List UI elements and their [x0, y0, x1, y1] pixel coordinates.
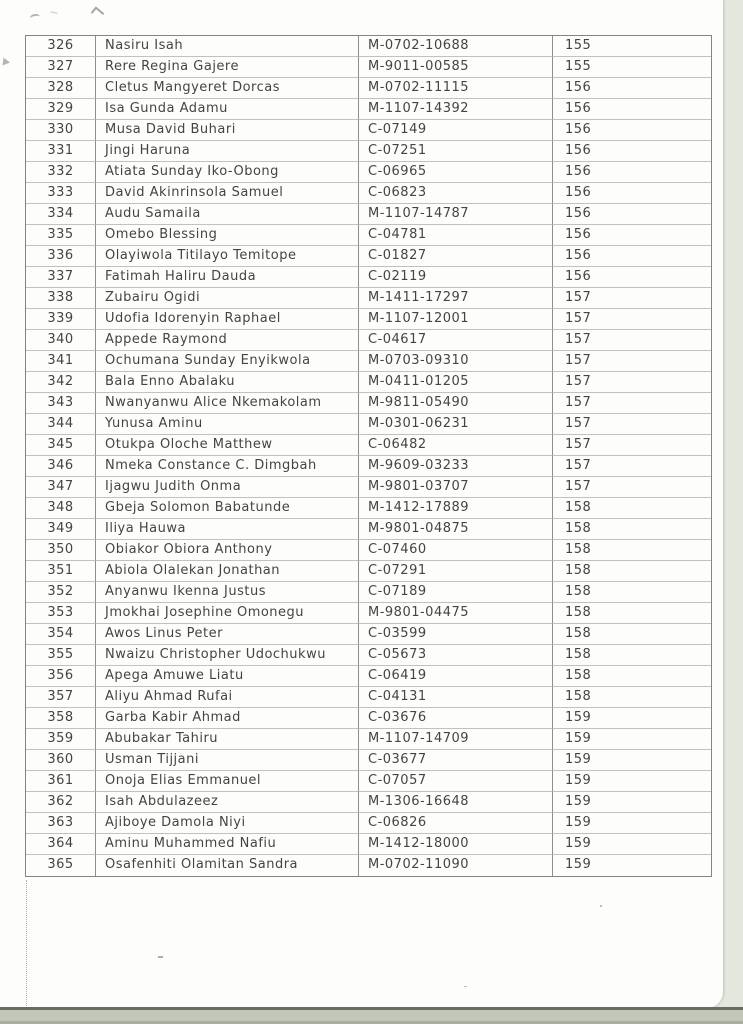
row-code-cell: C-07189 — [359, 582, 553, 603]
row-num-cell: 159 — [553, 834, 711, 855]
row-name-cell: Obiakor Obiora Anthony — [96, 540, 359, 561]
row-num-cell: 157 — [553, 351, 711, 372]
row-code-cell: M-0702-11090 — [359, 855, 553, 876]
row-no-cell: 352 — [26, 582, 96, 603]
row-num-cell: 156 — [553, 162, 711, 183]
row-name-cell: Aminu Muhammed Nafiu — [96, 834, 359, 855]
table-row — [26, 435, 711, 456]
row-num-cell: 156 — [553, 78, 711, 99]
row-code-cell: M-9811-05490 — [359, 393, 553, 414]
row-no-cell: 349 — [26, 519, 96, 540]
row-code-cell: C-06826 — [359, 813, 553, 834]
row-no-cell: 357 — [26, 687, 96, 708]
row-name-cell: Iliya Hauwa — [96, 519, 359, 540]
row-no-cell: 355 — [26, 645, 96, 666]
row-no-cell: 332 — [26, 162, 96, 183]
table-row — [26, 561, 711, 582]
row-no-cell: 341 — [26, 351, 96, 372]
table-row — [26, 582, 711, 603]
table-row — [26, 162, 711, 183]
table-row — [26, 393, 711, 414]
row-no-cell: 344 — [26, 414, 96, 435]
row-name-cell: Aliyu Ahmad Rufai — [96, 687, 359, 708]
row-num-cell: 158 — [553, 561, 711, 582]
row-num-cell: 156 — [553, 225, 711, 246]
table-row — [26, 603, 711, 624]
row-code-cell: C-05673 — [359, 645, 553, 666]
table-row — [26, 519, 711, 540]
row-name-cell: Audu Samaila — [96, 204, 359, 225]
scan-speck — [600, 905, 602, 907]
row-code-cell: C-04617 — [359, 330, 553, 351]
table-row — [26, 750, 711, 771]
roster-table — [25, 35, 712, 877]
scan-speck — [464, 986, 467, 987]
table-row — [26, 498, 711, 519]
row-no-cell: 333 — [26, 183, 96, 204]
row-code-cell: C-04131 — [359, 687, 553, 708]
table-row — [26, 645, 711, 666]
row-no-cell: 338 — [26, 288, 96, 309]
row-no-cell: 335 — [26, 225, 96, 246]
row-code-cell: M-9011-00585 — [359, 57, 553, 78]
row-code-cell: C-06419 — [359, 666, 553, 687]
row-num-cell: 158 — [553, 603, 711, 624]
row-code-cell: M-1107-14787 — [359, 204, 553, 225]
table-row — [26, 456, 711, 477]
row-name-cell: Nwaizu Christopher Udochukwu — [96, 645, 359, 666]
row-num-cell: 158 — [553, 666, 711, 687]
row-num-cell: 156 — [553, 183, 711, 204]
row-num-cell: 156 — [553, 246, 711, 267]
row-code-cell: M-1306-16648 — [359, 792, 553, 813]
row-num-cell: 157 — [553, 414, 711, 435]
row-num-cell: 158 — [553, 687, 711, 708]
row-num-cell: 158 — [553, 540, 711, 561]
row-code-cell: M-1411-17297 — [359, 288, 553, 309]
row-name-cell: Anyanwu Ikenna Justus — [96, 582, 359, 603]
row-code-cell: C-06482 — [359, 435, 553, 456]
row-num-cell: 159 — [553, 813, 711, 834]
table-row — [26, 141, 711, 162]
row-code-cell: M-1107-12001 — [359, 309, 553, 330]
row-code-cell: M-9801-04875 — [359, 519, 553, 540]
row-num-cell: 157 — [553, 477, 711, 498]
row-num-cell: 155 — [553, 36, 711, 57]
table-row — [26, 666, 711, 687]
row-code-cell: M-9801-04475 — [359, 603, 553, 624]
row-num-cell: 159 — [553, 729, 711, 750]
row-name-cell: Onoja Elias Emmanuel — [96, 771, 359, 792]
margin-arrow-mark — [2, 58, 10, 67]
row-no-cell: 328 — [26, 78, 96, 99]
row-num-cell: 156 — [553, 141, 711, 162]
table-row — [26, 414, 711, 435]
row-name-cell: Zubairu Ogidi — [96, 288, 359, 309]
row-num-cell: 158 — [553, 582, 711, 603]
table-row — [26, 813, 711, 834]
table-row — [26, 540, 711, 561]
row-code-cell: C-03676 — [359, 708, 553, 729]
row-name-cell: Nwanyanwu Alice Nkemakolam — [96, 393, 359, 414]
row-name-cell: Rere Regina Gajere — [96, 57, 359, 78]
row-no-cell: 348 — [26, 498, 96, 519]
row-code-cell: C-01827 — [359, 246, 553, 267]
row-no-cell: 337 — [26, 267, 96, 288]
row-name-cell: Garba Kabir Ahmad — [96, 708, 359, 729]
row-no-cell: 350 — [26, 540, 96, 561]
row-code-cell: M-1107-14709 — [359, 729, 553, 750]
row-code-cell: M-9801-03707 — [359, 477, 553, 498]
row-no-cell: 358 — [26, 708, 96, 729]
table-row — [26, 372, 711, 393]
row-num-cell: 157 — [553, 309, 711, 330]
row-no-cell: 364 — [26, 834, 96, 855]
row-no-cell: 336 — [26, 246, 96, 267]
row-name-cell: Fatimah Haliru Dauda — [96, 267, 359, 288]
row-num-cell: 157 — [553, 435, 711, 456]
row-code-cell: M-9609-03233 — [359, 456, 553, 477]
row-name-cell: Isa Gunda Adamu — [96, 99, 359, 120]
row-no-cell: 345 — [26, 435, 96, 456]
table-row — [26, 246, 711, 267]
row-name-cell: Ochumana Sunday Enyikwola — [96, 351, 359, 372]
row-num-cell: 157 — [553, 288, 711, 309]
scan-speck — [158, 956, 163, 958]
table-row — [26, 834, 711, 855]
row-num-cell: 158 — [553, 498, 711, 519]
row-code-cell: C-07057 — [359, 771, 553, 792]
row-code-cell: M-0703-09310 — [359, 351, 553, 372]
row-name-cell: Nasiru Isah — [96, 36, 359, 57]
row-num-cell: 159 — [553, 750, 711, 771]
table-row — [26, 99, 711, 120]
table-row — [26, 225, 711, 246]
row-num-cell: 157 — [553, 330, 711, 351]
row-num-cell: 157 — [553, 393, 711, 414]
row-code-cell: C-03677 — [359, 750, 553, 771]
row-no-cell: 342 — [26, 372, 96, 393]
row-no-cell: 354 — [26, 624, 96, 645]
row-code-cell: C-06823 — [359, 183, 553, 204]
row-name-cell: Gbeja Solomon Babatunde — [96, 498, 359, 519]
row-no-cell: 362 — [26, 792, 96, 813]
row-name-cell: Usman Tijjani — [96, 750, 359, 771]
table-row — [26, 267, 711, 288]
table-row — [26, 57, 711, 78]
row-no-cell: 353 — [26, 603, 96, 624]
row-no-cell: 329 — [26, 99, 96, 120]
scan-dotted-line — [26, 880, 28, 1006]
row-num-cell: 158 — [553, 519, 711, 540]
table-row — [26, 855, 711, 876]
row-name-cell: Jmokhai Josephine Omonegu — [96, 603, 359, 624]
row-num-cell: 156 — [553, 267, 711, 288]
row-name-cell: Bala Enno Abalaku — [96, 372, 359, 393]
row-name-cell: Otukpa Oloche Matthew — [96, 435, 359, 456]
row-no-cell: 365 — [26, 855, 96, 876]
row-num-cell: 157 — [553, 456, 711, 477]
row-code-cell: M-1107-14392 — [359, 99, 553, 120]
table-row — [26, 708, 711, 729]
row-no-cell: 361 — [26, 771, 96, 792]
row-name-cell: Jingi Haruna — [96, 141, 359, 162]
row-code-cell: C-06965 — [359, 162, 553, 183]
row-code-cell: M-0702-10688 — [359, 36, 553, 57]
row-name-cell: Musa David Buhari — [96, 120, 359, 141]
row-no-cell: 327 — [26, 57, 96, 78]
row-name-cell: Osafenhiti Olamitan Sandra — [96, 855, 359, 876]
row-name-cell: David Akinrinsola Samuel — [96, 183, 359, 204]
row-code-cell: M-1412-18000 — [359, 834, 553, 855]
row-name-cell: Apega Amuwe Liatu — [96, 666, 359, 687]
row-name-cell: Ajiboye Damola Niyi — [96, 813, 359, 834]
row-num-cell: 159 — [553, 708, 711, 729]
row-name-cell: Isah Abdulazeez — [96, 792, 359, 813]
row-name-cell: Appede Raymond — [96, 330, 359, 351]
row-no-cell: 340 — [26, 330, 96, 351]
row-no-cell: 331 — [26, 141, 96, 162]
row-code-cell: C-03599 — [359, 624, 553, 645]
row-code-cell: M-0702-11115 — [359, 78, 553, 99]
row-name-cell: Ijagwu Judith Onma — [96, 477, 359, 498]
table-row — [26, 36, 711, 57]
row-code-cell: C-02119 — [359, 267, 553, 288]
row-name-cell: Awos Linus Peter — [96, 624, 359, 645]
table-row — [26, 351, 711, 372]
row-no-cell: 347 — [26, 477, 96, 498]
row-no-cell: 343 — [26, 393, 96, 414]
table-row — [26, 78, 711, 99]
row-name-cell: Omebo Blessing — [96, 225, 359, 246]
row-code-cell: C-07460 — [359, 540, 553, 561]
row-num-cell: 158 — [553, 624, 711, 645]
row-name-cell: Udofia Idorenyin Raphael — [96, 309, 359, 330]
row-no-cell: 363 — [26, 813, 96, 834]
row-name-cell: Atiata Sunday Iko-Obong — [96, 162, 359, 183]
row-name-cell: Olayiwola Titilayo Temitope — [96, 246, 359, 267]
table-row — [26, 792, 711, 813]
row-code-cell: M-0411-01205 — [359, 372, 553, 393]
table-row — [26, 309, 711, 330]
row-no-cell: 351 — [26, 561, 96, 582]
table-row — [26, 120, 711, 141]
row-code-cell: C-04781 — [359, 225, 553, 246]
row-name-cell: Abiola Olalekan Jonathan — [96, 561, 359, 582]
table-row — [26, 330, 711, 351]
row-num-cell: 157 — [553, 372, 711, 393]
row-code-cell: M-1412-17889 — [359, 498, 553, 519]
row-code-cell: C-07251 — [359, 141, 553, 162]
row-code-cell: M-0301-06231 — [359, 414, 553, 435]
row-no-cell: 346 — [26, 456, 96, 477]
row-code-cell: C-07149 — [359, 120, 553, 141]
row-no-cell: 326 — [26, 36, 96, 57]
row-no-cell: 360 — [26, 750, 96, 771]
row-name-cell: Abubakar Tahiru — [96, 729, 359, 750]
table-row — [26, 183, 711, 204]
table-row — [26, 729, 711, 750]
table-row — [26, 687, 711, 708]
row-num-cell: 156 — [553, 120, 711, 141]
row-num-cell: 159 — [553, 771, 711, 792]
row-no-cell: 356 — [26, 666, 96, 687]
row-num-cell: 155 — [553, 57, 711, 78]
row-num-cell: 159 — [553, 792, 711, 813]
table-row — [26, 624, 711, 645]
row-name-cell: Yunusa Aminu — [96, 414, 359, 435]
row-no-cell: 359 — [26, 729, 96, 750]
row-no-cell: 339 — [26, 309, 96, 330]
row-no-cell: 330 — [26, 120, 96, 141]
row-code-cell: C-07291 — [359, 561, 553, 582]
row-num-cell: 156 — [553, 204, 711, 225]
row-no-cell: 334 — [26, 204, 96, 225]
row-num-cell: 158 — [553, 645, 711, 666]
row-num-cell: 156 — [553, 99, 711, 120]
table-row — [26, 477, 711, 498]
row-name-cell: Cletus Mangyeret Dorcas — [96, 78, 359, 99]
table-row — [26, 288, 711, 309]
table-row — [26, 204, 711, 225]
row-num-cell: 159 — [565, 857, 592, 872]
row-name-cell: Nmeka Constance C. Dimgbah — [96, 456, 359, 477]
table-row — [26, 771, 711, 792]
